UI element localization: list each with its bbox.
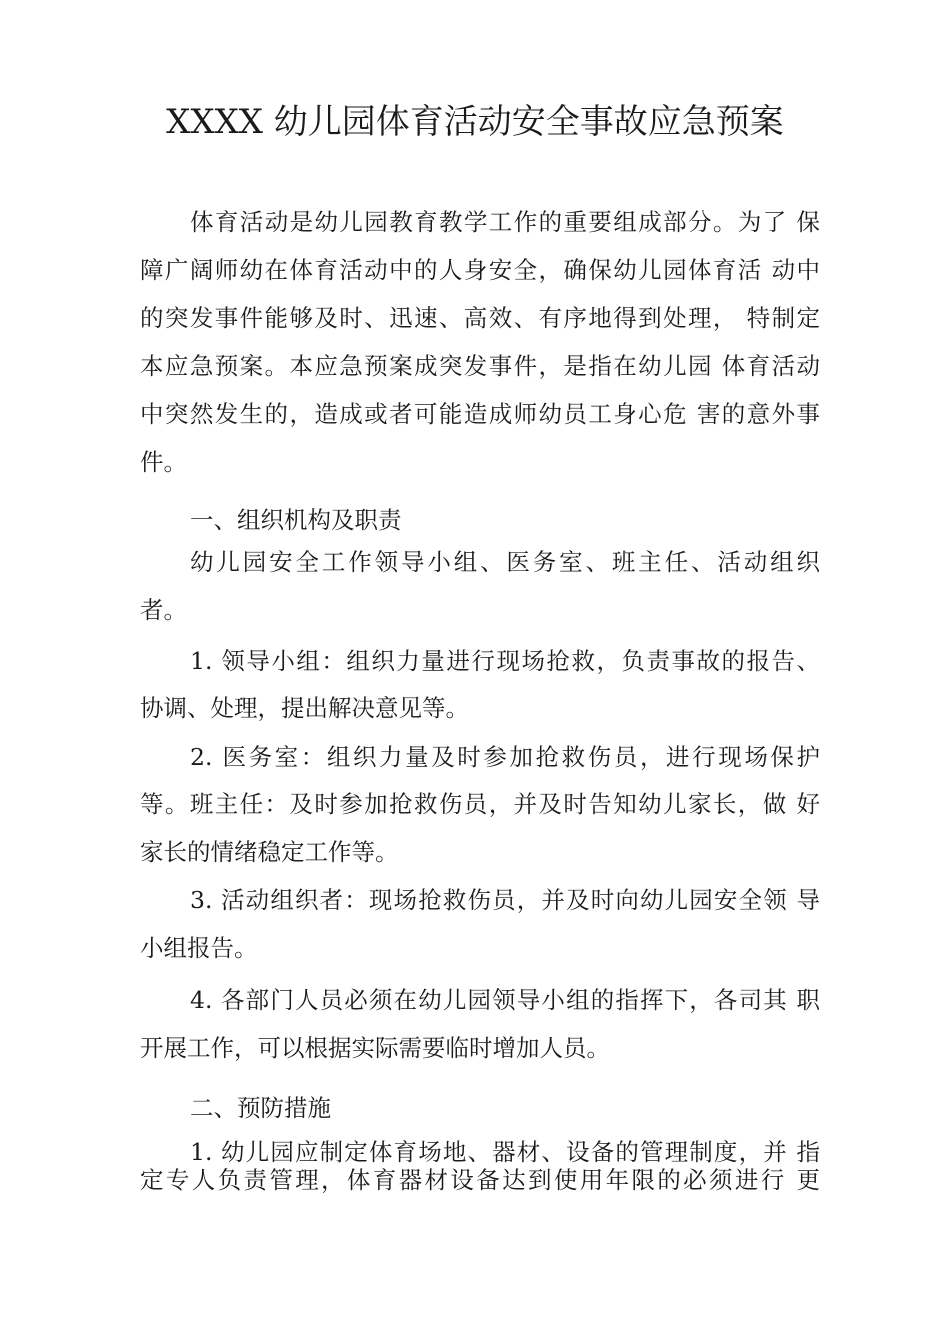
list-item-line: 2. 医务室：组织力量及时参加抢救伤员，进行现场保护 [190,743,820,771]
section-heading: 一、组织机构及职责 [190,506,402,534]
list-item-line: 协调、处理，提出解决意见等。 [140,694,469,722]
paragraph-line: 中突然发生的，造成或者可能造成师幼员工身心危 害的意外事 [140,400,820,428]
list-item-line: 等。班主任：及时参加抢救伤员，并及时告知幼儿家长，做 好 [140,790,820,818]
list-item-line: 3. 活动组织者：现场抢救伤员，并及时向幼儿园安全领 导 [190,886,820,914]
paragraph-line: 障广阔师幼在体育活动中的人身安全，确保幼儿园体育活 动中 [140,256,820,284]
paragraph-line: 者。 [140,596,187,624]
list-item-line: 1. 领导小组：组织力量进行现场抢救，负责事故的报告、 [190,647,820,675]
document-title: XXXX 幼儿园体育活动安全事故应急预案 [166,102,784,142]
paragraph-line: 体育活动是幼儿园教育教学工作的重要组成部分。为了 保 [190,208,820,236]
section-heading: 二、预防措施 [190,1094,331,1122]
list-item-line: 开展工作，可以根据实际需要临时增加人员。 [140,1034,610,1062]
paragraph-line: 幼儿园安全工作领导小组、医务室、班主任、活动组织 [190,548,820,576]
paragraph-line: 的突发事件能够及时、迅速、高效、有序地得到处理， 特制定 [140,304,820,332]
paragraph-line: 件。 [140,448,187,476]
paragraph-line: 本应急预案。本应急预案成突发事件，是指在幼儿园 体育活动 [140,352,820,380]
list-item-line: 小组报告。 [140,934,258,962]
list-item-line: 4. 各部门人员必须在幼儿园领导小组的指挥下，各司其 职 [190,986,820,1014]
list-item-line: 家长的情绪稳定工作等。 [140,838,399,866]
list-item-line: 1. 幼儿园应制定体育场地、器材、设备的管理制度，并 指 [190,1138,820,1166]
list-item-line: 定专人负责管理，体育器材设备达到使用年限的必须进行 更 [140,1166,820,1194]
